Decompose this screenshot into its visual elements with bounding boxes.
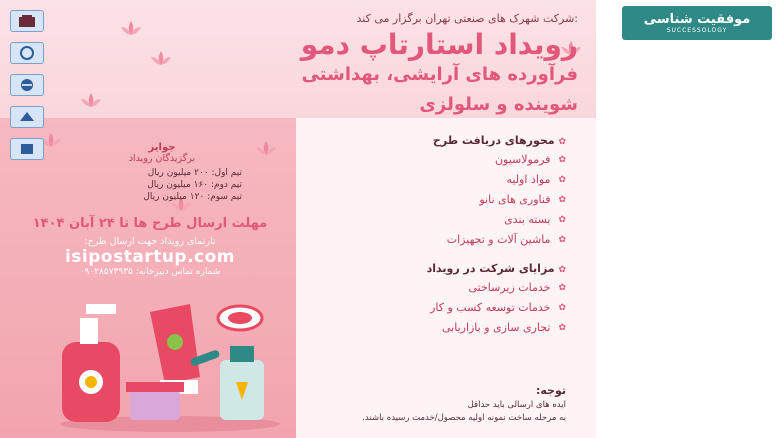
- benefits-section: [326, 262, 566, 341]
- prizes-heading: جوایز: [148, 142, 176, 153]
- list-item: [326, 153, 566, 166]
- list-item: [326, 193, 566, 206]
- axes-heading-text: محورهای دریافت طرح: [432, 134, 555, 147]
- institution-logo-icon: [10, 42, 44, 64]
- submission-info: [30, 236, 270, 277]
- bullet-flower-icon: ✿: [558, 137, 566, 147]
- list-item: [326, 321, 566, 334]
- contact-phone: شماره تماس دبیرخانه: ۰۹۰۲۸۵۷۳۹۳۵: [79, 267, 221, 277]
- axis-item: بسته بندی: [504, 213, 551, 226]
- institution-logo-icon: [10, 74, 44, 96]
- note-line: به مرحله ساخت نمونه اولیه محصول/خدمت رسیده باشند.: [362, 413, 566, 423]
- brand-name: موفقیت شناسی: [643, 12, 751, 27]
- note-line: ایده های ارسالی باید حداقل: [467, 400, 566, 410]
- axis-item: مواد اولیه: [506, 173, 551, 186]
- brand-logo[interactable]: [622, 6, 772, 40]
- benefit-item: تجاری سازی و بازاریابی: [441, 321, 551, 334]
- event-subtitle-line1: فرآورده های آرایشی، بهداشتی: [301, 64, 578, 85]
- pump-bottle-icon: [62, 304, 120, 422]
- bullet-flower-icon: ✿: [558, 154, 566, 165]
- sponsor-logos: [10, 10, 52, 170]
- tube-icon: [150, 304, 200, 394]
- bottle-icon: [220, 346, 264, 420]
- organizer-text: شرکت شهرک های صنعتی تهران برگزار می کند:: [356, 12, 578, 25]
- benefit-item: خدمات توسعه کسب و کار: [430, 301, 551, 314]
- bullet-flower-icon: ✿: [558, 322, 566, 333]
- prizes-box: [82, 142, 242, 204]
- prize-line: تیم دوم: ۱۶۰ میلیون ریال: [147, 180, 242, 190]
- bullet-flower-icon: ✿: [558, 302, 566, 313]
- axis-item: فناوری های نانو: [479, 193, 551, 206]
- bullet-flower-icon: ✿: [558, 265, 566, 275]
- submission-label: تارنمای رویداد جهت ارسال طرح:: [84, 236, 216, 247]
- lotus-icon: [120, 20, 142, 34]
- bullet-flower-icon: ✿: [558, 282, 566, 293]
- deadline-text: مهلت ارسال طرح ها تا ۲۴ آبان ۱۴۰۴: [32, 216, 268, 231]
- bullet-flower-icon: ✿: [558, 234, 566, 245]
- prize-line: تیم سوم: ۱۲۰ میلیون ریال: [143, 192, 242, 202]
- prizes-subheading: برگزیدگان رویداد: [128, 153, 196, 164]
- list-item: [326, 173, 566, 186]
- lotus-icon: [255, 140, 277, 154]
- event-title: رویداد استارتاپ دمو: [300, 28, 578, 61]
- axis-item: فرمولاسیون: [494, 153, 551, 166]
- axes-heading: [326, 134, 566, 147]
- list-item: [326, 213, 566, 226]
- institution-logo-icon: [10, 10, 44, 32]
- bullet-flower-icon: ✿: [558, 194, 566, 205]
- brand-tagline: SUCCESSOLOGY: [666, 27, 728, 34]
- event-subtitle-line2: شوینده و سلولزی: [419, 94, 578, 115]
- prize-line: تیم اول: ۲۰۰ میلیون ریال: [147, 168, 242, 178]
- compact-icon: [218, 306, 262, 330]
- lotus-icon: [150, 50, 172, 64]
- cosmetics-illustration: [40, 282, 290, 432]
- list-item: [326, 233, 566, 246]
- list-item: [326, 281, 566, 294]
- list-item: [326, 301, 566, 314]
- lotus-icon: [80, 92, 102, 106]
- event-website-link[interactable]: isipostartup.com: [64, 247, 236, 267]
- benefits-heading: [326, 262, 566, 275]
- side-area: [596, 0, 780, 438]
- benefit-item: خدمات زیرساختی: [468, 281, 551, 294]
- institution-logo-icon: [10, 106, 44, 128]
- axis-item: ماشین آلات و تجهیزات: [446, 233, 551, 246]
- bullet-flower-icon: ✿: [558, 214, 566, 225]
- axes-section: [326, 134, 566, 253]
- note-heading: توجه:: [535, 384, 566, 397]
- institution-logo-icon: [10, 138, 44, 160]
- benefits-heading-text: مزایای شرکت در رویداد: [426, 262, 555, 275]
- note-box: [296, 384, 566, 423]
- bullet-flower-icon: ✿: [558, 174, 566, 185]
- jar-icon: [126, 382, 184, 420]
